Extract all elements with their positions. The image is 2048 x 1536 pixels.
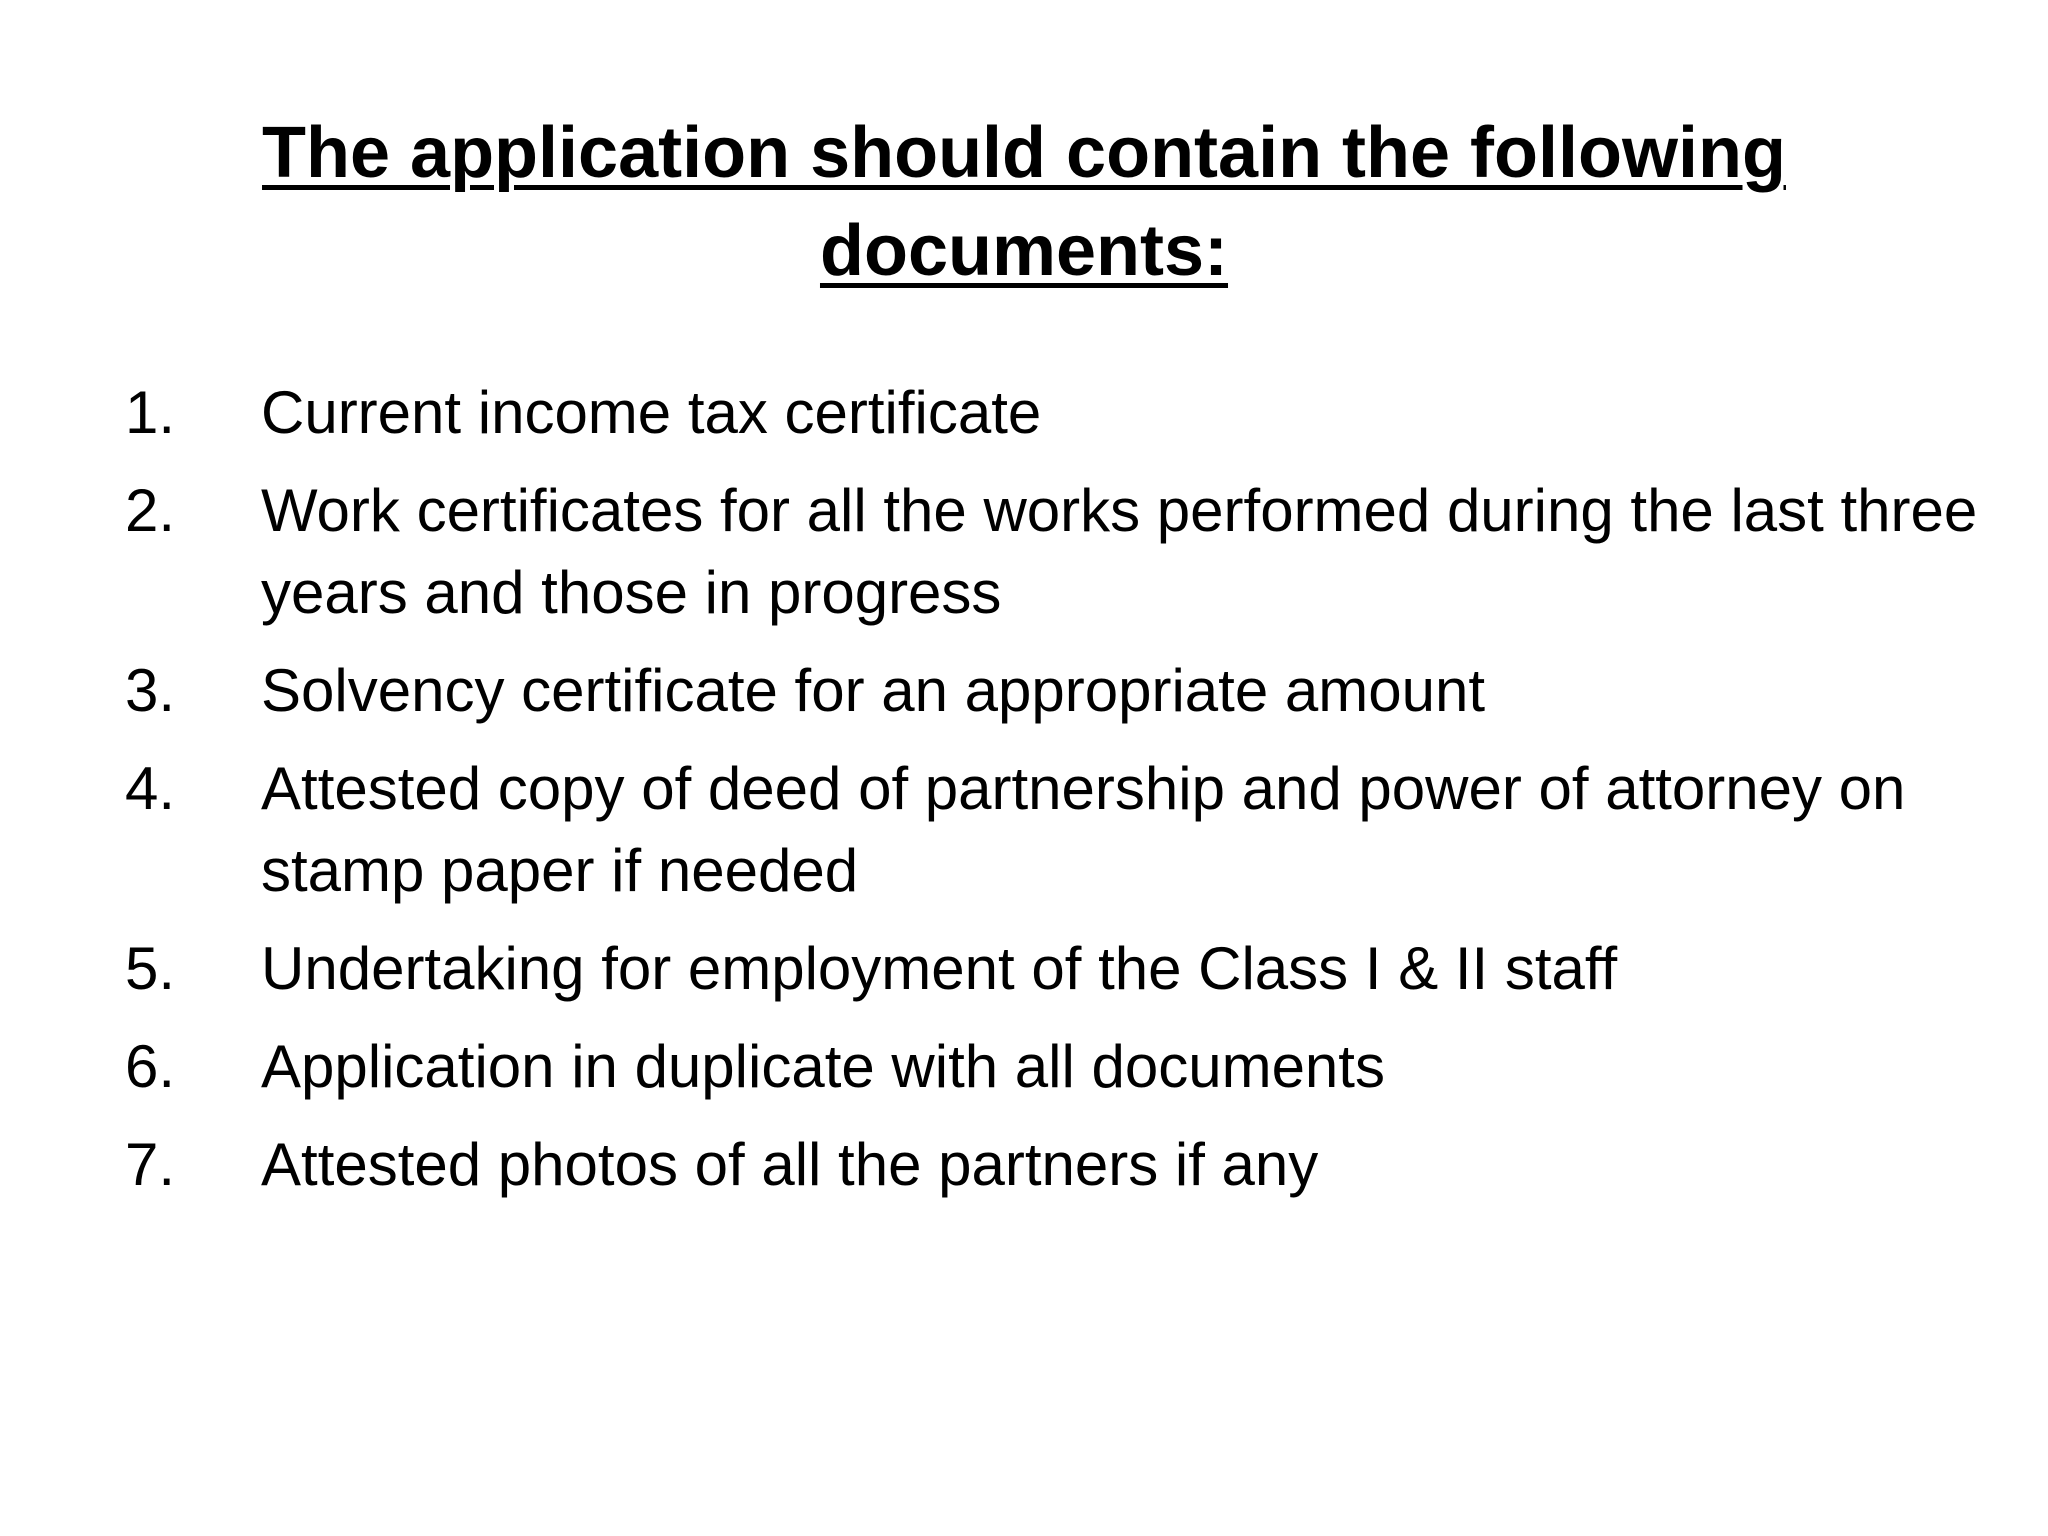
list-item-number: 4. (125, 755, 176, 822)
slide-title: The application should contain the following documents: (262, 113, 1786, 291)
list-item-text: Application in duplicate with all documents (261, 1033, 1385, 1100)
list-item-number: 7. (125, 1131, 176, 1198)
list-item (0, 650, 2048, 732)
list-item (0, 372, 2048, 454)
list-item-text: Solvency certificate for an appropriate amount (261, 657, 1485, 724)
list-item-text: Current income tax certificate (261, 379, 1042, 446)
list-item-number: 1. (125, 379, 176, 446)
document-list (0, 372, 2048, 1222)
list-item (0, 1026, 2048, 1108)
list-item (0, 470, 2048, 634)
list-item-number: 2. (125, 477, 176, 544)
list-item (0, 1124, 2048, 1206)
list-item-text: Work certificates for all the works performed during the last three years and those in progress (261, 477, 1978, 626)
list-item (0, 928, 2048, 1010)
list-item (0, 748, 2048, 912)
list-item-number: 5. (125, 935, 176, 1002)
list-item-text: Attested copy of deed of partnership and power of attorney on stamp paper if needed (261, 755, 1906, 904)
list-item-text: Attested photos of all the partners if any (261, 1131, 1319, 1198)
list-item-text: Undertaking for employment of the Class I & II staff (261, 935, 1618, 1002)
list-item-number: 3. (125, 657, 176, 724)
list-item-number: 6. (125, 1033, 176, 1100)
